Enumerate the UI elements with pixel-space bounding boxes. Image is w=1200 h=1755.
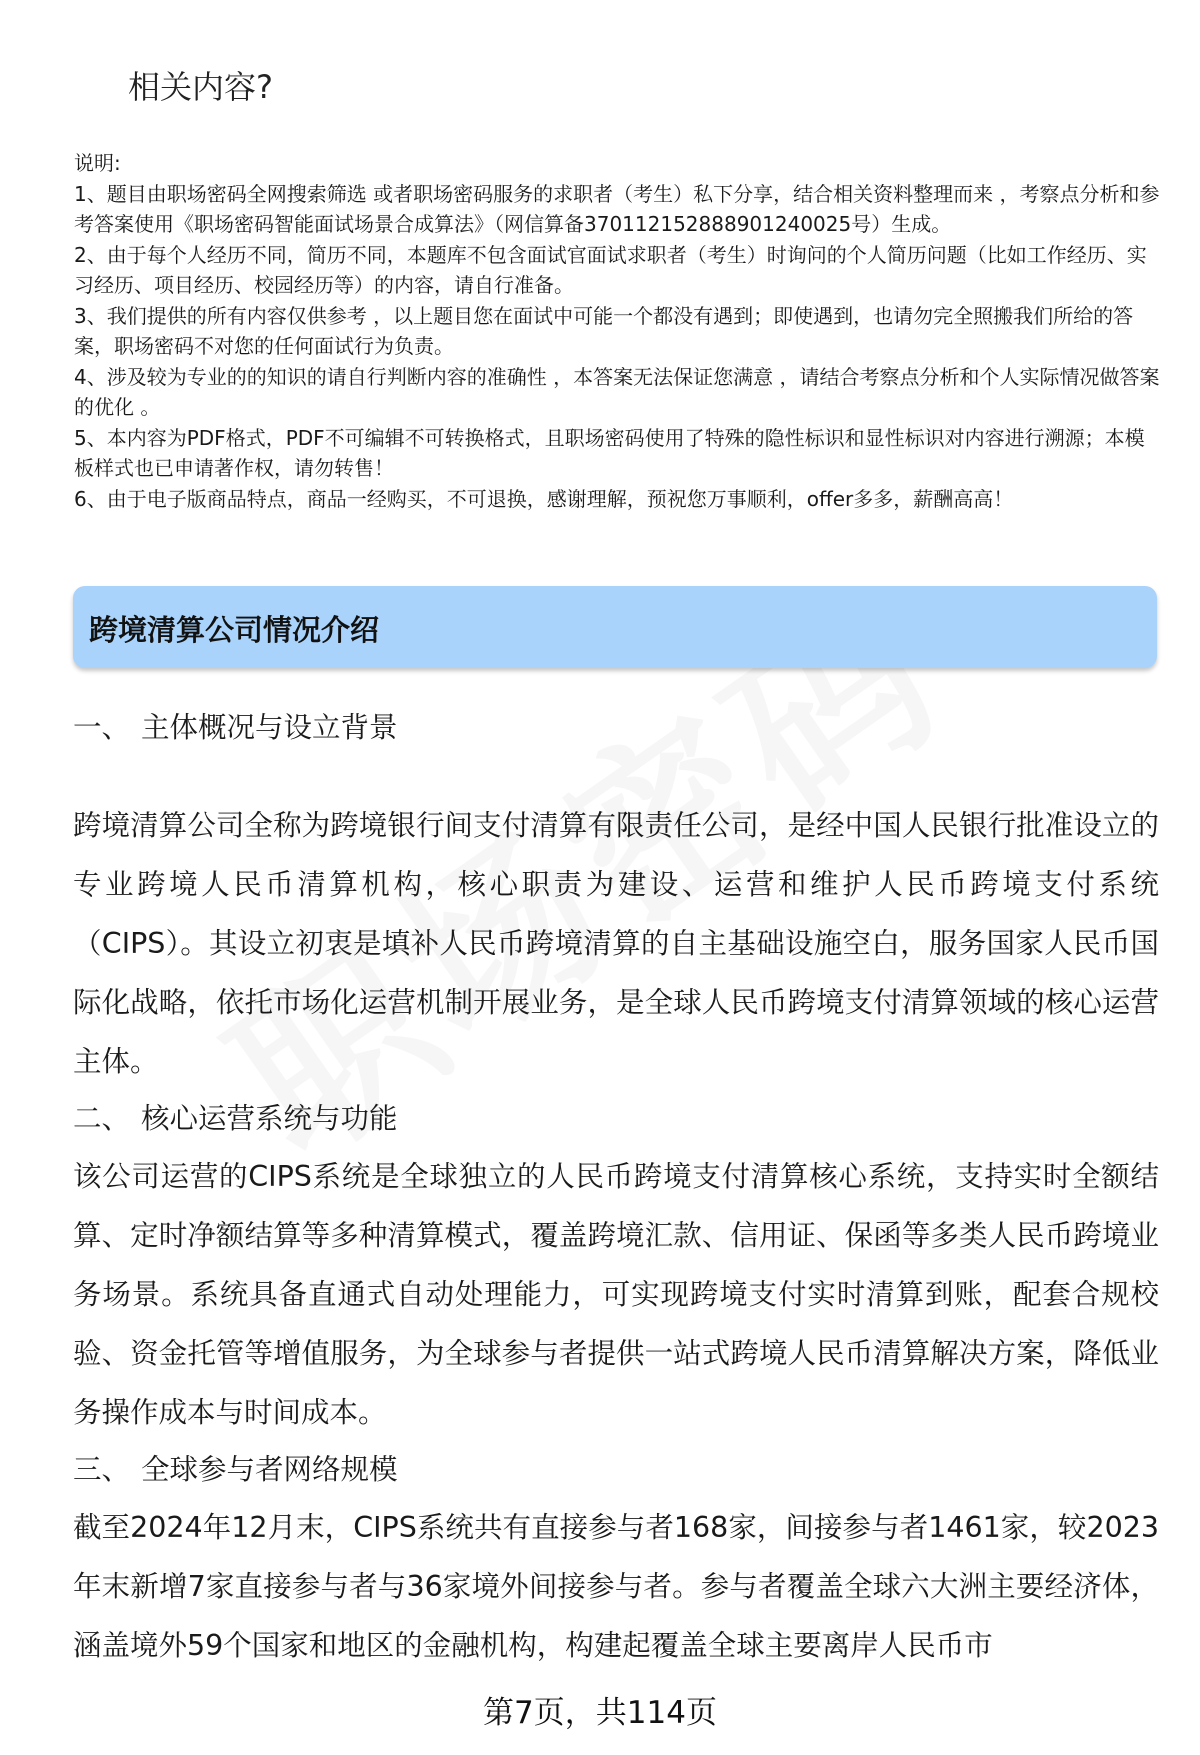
subheading-3-title: 全球参与者网络规模 [141, 1453, 398, 1486]
note-item-2: 2、由于每个人经历不同，简历不同，本题库不包含面试官面试求职者（考生）时询问的个人简历问题（比如工作经历、实习经历、项目经历、校园经历等）的内容，请自行准备。 [74, 242, 1147, 297]
subheading-2 [73, 1091, 1159, 1147]
section-title: 跨境清算公司情况介绍 [89, 613, 380, 647]
paragraph-2: 该公司运营的CIPS系统是全球独立的人民币跨境支付清算核心系统，支持实时全额结算、定时净额结算等多种清算模式，覆盖跨境汇款、信用证、保函等多类人民币跨境业务场景。系统具备直通式自动处理能力，可实现跨境支付实时清算到账，配套合规校验、资金托管等增值服务，为全球参与者提供一站式跨境人民币清算解决方案，降低业务操作成本与时间成本。 [73, 1160, 1159, 1429]
spacer [73, 756, 1159, 796]
subheading-3 [73, 1442, 1159, 1498]
subheading-2-number: 二、 [73, 1102, 131, 1135]
subheading-1-title: 主体概况与设立背景 [141, 711, 398, 744]
subheading-2-title: 核心运营系统与功能 [141, 1102, 398, 1135]
subheading-1 [73, 700, 1159, 756]
notes-title: 说明: [74, 151, 121, 175]
note-item-6: 6、由于电子版商品特点，商品一经购买，不可退换，感谢理解，预祝您万事顺利，offer多多，薪酬高高！ [74, 486, 1014, 511]
subheading-3-number: 三、 [73, 1453, 131, 1486]
paragraph-1: 跨境清算公司全称为跨境银行间支付清算有限责任公司，是经中国人民银行批准设立的专业跨境人民币清算机构，核心职责为建设、运营和维护人民币跨境支付系统（CIPS）。其设立初衷是填补人民币跨境清算的自主基础设施空白，服务国家人民币国际化战略，依托市场化运营机制开展业务，是全球人民币跨境支付清算领域的核心运营主体。 [73, 809, 1159, 1078]
subheading-1-number: 一、 [73, 711, 131, 744]
note-item-3: 3、我们提供的所有内容仅供参考 ，以上题目您在面试中可能一个都没有遇到；即使遇到，也请勿完全照搬我们所给的答案，职场密码不对您的任何面试行为负责。 [74, 303, 1134, 358]
top-heading: 相关内容? [128, 68, 273, 106]
note-item-4: 4、涉及较为专业的的知识的请自行判断内容的准确性 ，本答案无法保证您满意 ，请结合考察点分析和个人实际情况做答案的优化 。 [74, 364, 1160, 419]
note-item-5: 5、本内容为PDF格式，PDF不可编辑不可转换格式，且职场密码使用了特殊的隐性标识和显性标识对内容进行溯源；本模板样式也已申请著作权，请勿转售！ [74, 425, 1145, 480]
note-item-1: 1、题目由职场密码全网搜索筛选 或者职场密码服务的求职者（考生）私下分享，结合相关资料整理而来 ，考察点分析和参考答案使用《职场密码智能面试场景合成算法》（网信算备370112152888901240025号）生成。 [74, 181, 1160, 236]
notes-block [74, 148, 1160, 514]
page-number: 第7页，共114页 [483, 1695, 717, 1731]
paragraph-3: 截至2024年12月末，CIPS系统共有直接参与者168家，间接参与者1461家，较2023年末新增7家直接参与者与36家境外间接参与者。参与者覆盖全球六大洲主要经济体，涵盖境外59个国家和地区的金融机构，构建起覆盖全球主要离岸人民币市 [73, 1511, 1159, 1662]
section-banner [73, 586, 1157, 668]
body-content [73, 700, 1159, 1675]
